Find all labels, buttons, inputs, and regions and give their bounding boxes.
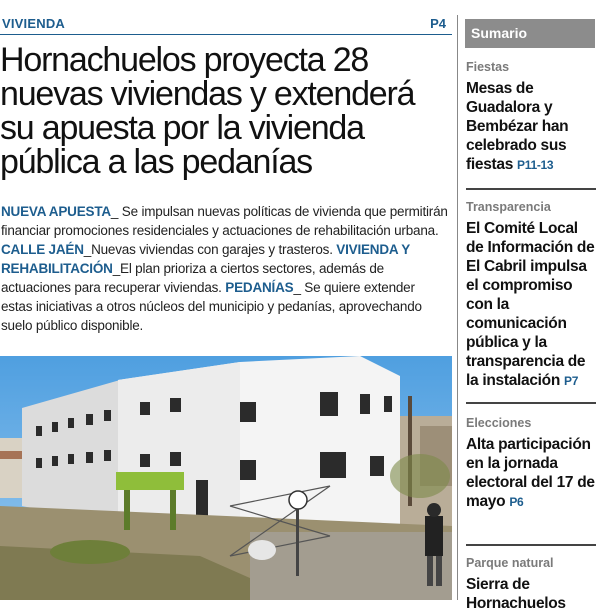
sumario-item-category: Elecciones — [466, 416, 532, 430]
sumario-item-headline: Sierra de Hornachuelos — [466, 576, 566, 612]
section-bar — [0, 15, 452, 35]
lead-keyword-calle-jaen: CALLE JAÉN — [1, 242, 84, 257]
sumario-item-parque-natural — [466, 556, 598, 613]
lead-keyword-nueva-apuesta: NUEVA APUESTA — [1, 204, 111, 219]
lead-text-vivienda-rehabilitacion: _El plan prioriza a ciertos sectores, además de actuaciones para recuperar viviendas. — [1, 261, 384, 295]
lead-text-nueva-apuesta: _ Se impulsan nuevas políticas de vivienda que permitirán financiar promociones residenciales y actuaciones de rehabilitación urbana. — [1, 204, 448, 238]
sumario-item-page: P6 — [509, 495, 524, 509]
sumario-item-title — [466, 435, 598, 512]
lead-keyword-vivienda-rehabilitacion: VIVIENDA Y REHABILITACIÓN — [1, 242, 410, 276]
sumario-item-category: Transparencia — [466, 200, 551, 214]
sumario-header — [465, 19, 595, 48]
sumario-item-headline: Mesas de Guadalora y Bembézar han celebrado sus fiestas — [466, 80, 569, 173]
lead-keyword-pedanias: PEDANÍAS — [225, 280, 294, 295]
sumario-item-title — [466, 219, 598, 391]
lead-paragraph — [1, 202, 449, 335]
headline-line-3: su apuesta por la vivienda — [0, 109, 364, 147]
lead-text-pedanias: _ Se quiere extender estas iniciativas a otros núcleos del municipio y pedanías, aprovechando suelo público disponible. — [1, 280, 422, 333]
headline — [0, 43, 450, 179]
sumario-item-page: P7 — [564, 374, 579, 388]
sumario-item-headline: Alta participación en la jornada electoral del 17 de mayo — [466, 436, 595, 510]
sumario-item-category: Parque natural — [466, 556, 554, 570]
article-photo — [0, 356, 452, 600]
headline-line-1: Hornachuelos proyecta 28 — [0, 41, 369, 79]
sumario-item-category: Fiestas — [466, 60, 510, 74]
sumario-item-fiestas — [466, 60, 598, 175]
building-photo-illustration — [0, 356, 452, 600]
sumario-item-title — [466, 575, 598, 613]
sumario-item-title — [466, 79, 598, 175]
sumario-separator — [466, 188, 596, 190]
section-label: VIVIENDA — [2, 16, 66, 31]
sumario-separator — [466, 402, 596, 404]
section-page-number: P4 — [430, 16, 446, 31]
headline-line-4: pública a las pedanías — [0, 143, 312, 181]
headline-line-2: nuevas viviendas y extenderá — [0, 75, 415, 113]
sumario-item-transparencia — [466, 200, 598, 391]
column-divider — [457, 15, 458, 600]
sumario-item-headline: El Comité Local de Información de El Cabril impulsa el compromiso con la comunicación pública y la transparencia de la instalación — [466, 220, 595, 389]
sumario-separator — [466, 544, 596, 546]
sumario-item-page: P11-13 — [517, 158, 554, 172]
lead-text-calle-jaen: _Nuevas viviendas con garajes y trasteros. — [83, 242, 337, 257]
sumario-item-elecciones — [466, 416, 598, 512]
sumario-header-label: Sumario — [471, 25, 528, 41]
